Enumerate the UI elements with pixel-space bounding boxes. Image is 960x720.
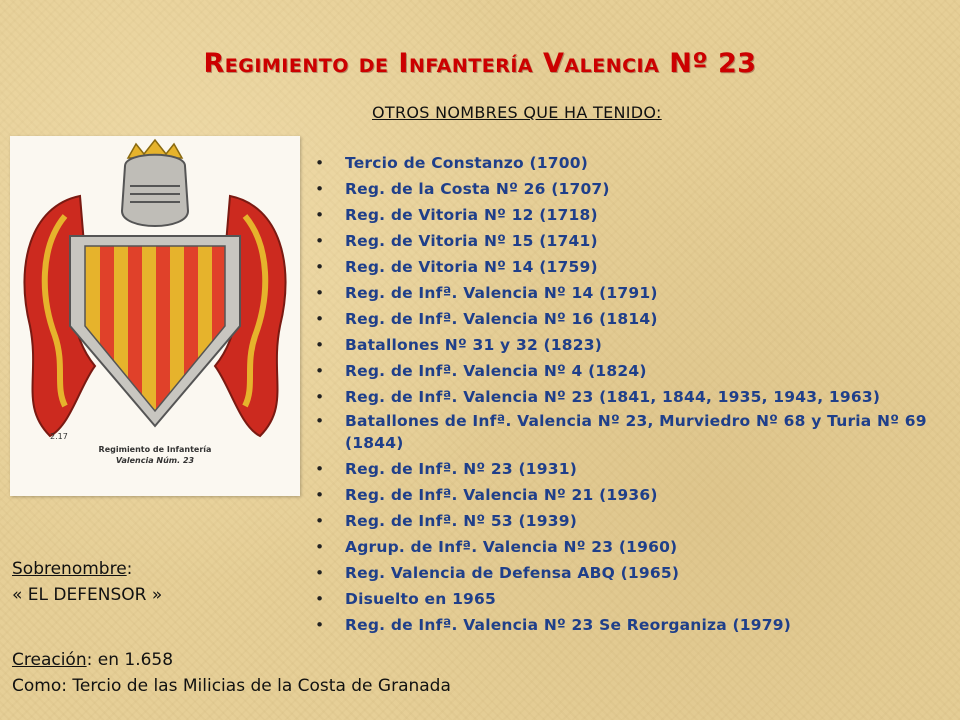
coat-of-arms-image <box>10 136 300 496</box>
plate-number: 2.17 <box>50 432 68 441</box>
list-item: • Reg. de Infª. Valencia Nº 4 (1824) <box>315 358 955 384</box>
list-item: • Tercio de Constanzo (1700) <box>315 150 955 176</box>
list-item: • Reg. de Infª. Valencia Nº 23 (1841, 1844, 1935, 1943, 1963) <box>315 386 955 408</box>
other-names-heading: OTROS NOMBRES QUE HA TENIDO: <box>372 103 662 122</box>
list-item: • Reg. de Infª. Valencia Nº 16 (1814) <box>315 306 955 332</box>
creation-info <box>12 650 173 670</box>
helmet <box>122 155 188 226</box>
page-title: Regimiento de Infantería Valencia Nº 23 <box>203 48 757 79</box>
crest-drawing <box>10 136 300 496</box>
list-item: • Reg. de Infª. Nº 53 (1939) <box>315 508 955 534</box>
list-item: • Reg. Valencia de Defensa ABQ (1965) <box>315 560 955 586</box>
origin-description: Como: Tercio de las Milicias de la Costa de Granada <box>12 676 451 696</box>
list-item: • Agrup. de Infª. Valencia Nº 23 (1960) <box>315 534 955 560</box>
list-item: • Batallones de Infª. Valencia Nº 23, Murviedro Nº 68 y Turia Nº 69 (1844) <box>315 410 955 454</box>
list-item: • Reg. de Infª. Valencia Nº 14 (1791) <box>315 280 955 306</box>
nickname-label: Sobrenombre: <box>12 559 133 579</box>
nickname-label-text: Sobrenombre <box>12 559 127 579</box>
crest-caption-line1: Regimiento de Infantería <box>98 445 212 454</box>
list-item: • Reg. de Infª. Valencia Nº 23 Se Reorganiza (1979) <box>315 612 955 638</box>
list-item: • Reg. de Vitoria Nº 12 (1718) <box>315 202 955 228</box>
list-item: • Reg. de Vitoria Nº 15 (1741) <box>315 228 955 254</box>
list-item: • Batallones Nº 31 y 32 (1823) <box>315 332 955 358</box>
list-item: • Reg. de Infª. Nº 23 (1931) <box>315 456 955 482</box>
nickname-value: « EL DEFENSOR » <box>12 585 163 605</box>
list-item: • Reg. de Infª. Valencia Nº 21 (1936) <box>315 482 955 508</box>
creation-label: Creación <box>12 650 87 670</box>
crest-caption-line2: Valencia Núm. 23 <box>115 456 195 465</box>
list-item: • Reg. de Vitoria Nº 14 (1759) <box>315 254 955 280</box>
creation-value: : en 1.658 <box>86 650 174 670</box>
list-item: • Disuelto en 1965 <box>315 586 955 612</box>
list-item: • Reg. de la Costa Nº 26 (1707) <box>315 176 955 202</box>
other-names-list <box>315 150 955 638</box>
